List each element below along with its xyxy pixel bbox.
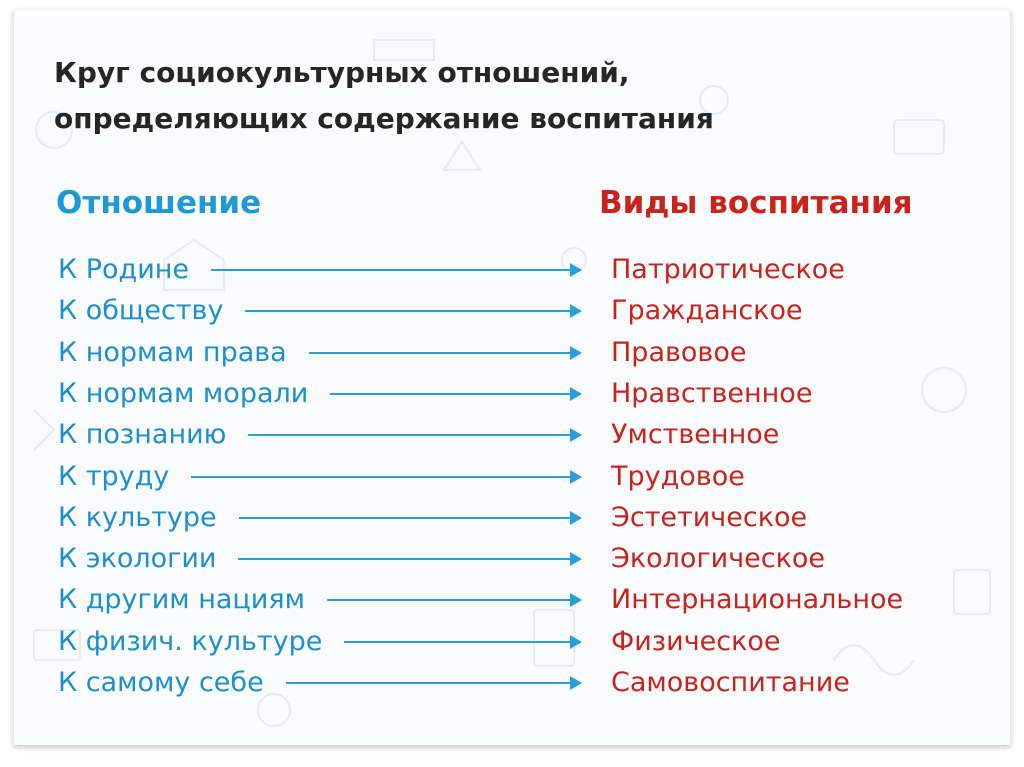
arrowhead-icon xyxy=(570,593,582,607)
relation-label: К экологии xyxy=(58,543,217,575)
arrowhead-icon xyxy=(570,428,582,442)
relation-row xyxy=(14,291,1010,331)
education-type-label: Самовоспитание xyxy=(611,667,850,698)
arrowhead-icon xyxy=(570,635,582,649)
education-type-label: Патриотическое xyxy=(611,254,845,285)
relation-row xyxy=(14,457,1010,497)
relation-row xyxy=(14,622,1010,662)
arrowhead-icon xyxy=(570,346,582,360)
relations-list xyxy=(14,10,1010,745)
relation-label: К культуре xyxy=(58,501,217,533)
arrowhead-icon xyxy=(570,470,582,484)
arrowhead-icon xyxy=(570,511,582,525)
arrowhead-icon xyxy=(570,304,582,318)
relation-row xyxy=(14,250,1010,290)
relation-row xyxy=(14,539,1010,579)
relation-row xyxy=(14,415,1010,455)
relation-label: К нормам права xyxy=(58,336,287,368)
education-type-label: Трудовое xyxy=(611,460,745,492)
relation-label: К Родине xyxy=(58,254,190,285)
arrow-icon xyxy=(286,682,580,684)
education-type-label: Эстетическое xyxy=(611,501,808,533)
education-type-label: Гражданское xyxy=(611,295,803,327)
education-type-label: Физическое xyxy=(611,625,781,657)
relation-label: К труду xyxy=(58,460,170,492)
arrowhead-icon xyxy=(570,552,582,566)
arrow-icon xyxy=(248,434,580,436)
education-type-label: Интернациональное xyxy=(611,584,904,616)
education-type-label: Экологическое xyxy=(611,543,826,575)
arrow-icon xyxy=(344,641,580,643)
relation-label: К обществу xyxy=(58,295,224,327)
relation-row xyxy=(14,333,1010,373)
arrowhead-icon xyxy=(570,387,582,401)
relation-row xyxy=(14,580,1010,620)
title-line-2: определяющих содержание воспитания xyxy=(54,102,714,135)
arrow-icon xyxy=(191,476,580,478)
relation-column-header: Отношение xyxy=(56,185,262,221)
relation-label: К физич. культуре xyxy=(58,625,323,657)
relation-row xyxy=(14,663,1010,703)
arrowhead-icon xyxy=(570,263,582,277)
arrowhead-icon xyxy=(570,676,582,690)
education-type-label: Правовое xyxy=(611,336,747,368)
arrow-icon xyxy=(245,310,580,312)
relation-label: К самому себе xyxy=(58,667,264,698)
slide xyxy=(14,10,1010,745)
title-line-1: Круг социокультурных отношений, xyxy=(54,56,630,89)
relation-row xyxy=(14,374,1010,414)
arrow-icon xyxy=(211,269,580,271)
education-type-label: Умственное xyxy=(611,419,780,451)
arrow-icon xyxy=(238,558,580,560)
arrow-icon xyxy=(239,517,580,519)
arrow-icon xyxy=(327,599,580,601)
types-column-header: Виды воспитания xyxy=(599,185,913,221)
arrow-icon xyxy=(309,352,580,354)
relation-label: К другим нациям xyxy=(58,584,305,616)
education-type-label: Нравственное xyxy=(611,377,813,409)
relation-label: К нормам морали xyxy=(58,377,309,409)
relation-label: К познанию xyxy=(58,419,227,451)
arrow-icon xyxy=(330,393,580,395)
relation-row xyxy=(14,498,1010,538)
